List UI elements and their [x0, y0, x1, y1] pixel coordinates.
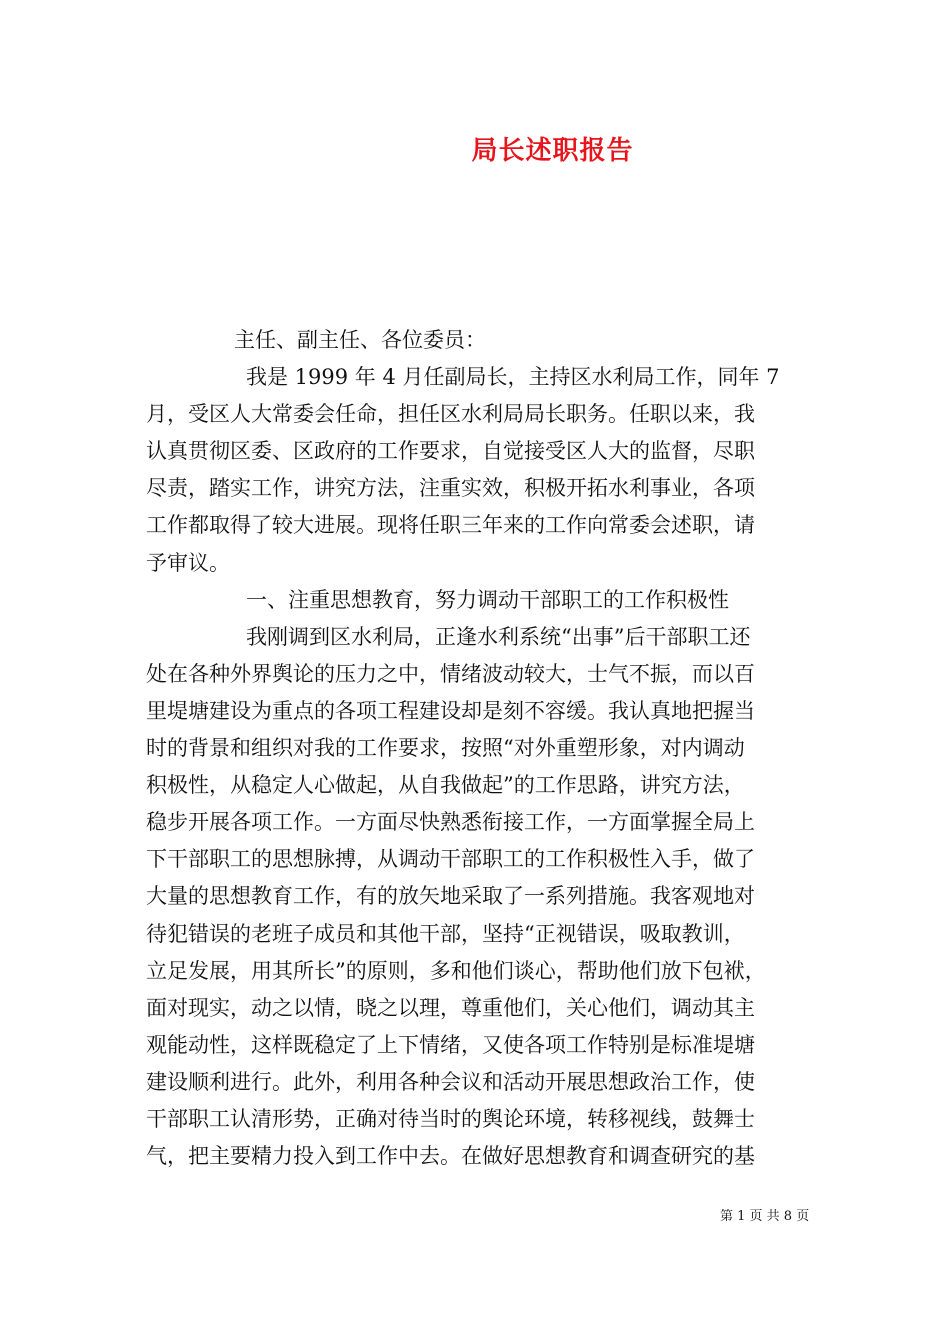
- text-line: 建设顺利进行。此外，利用各种会议和活动开展思想政治工作，使: [146, 1069, 755, 1094]
- text-line: 我是 1999 年 4 月任副局长，主持区水利局工作，同年 7: [246, 365, 780, 390]
- text-line: 下干部职工的思想脉搏，从调动干部职工的工作积极性入手，做了: [146, 847, 755, 872]
- text-line: 时的背景和组织对我的工作要求，按照“对外重塑形象，对内调动: [146, 736, 745, 761]
- text-line: 观能动性，这样既稳定了上下情绪，又使各项工作特别是标准堤塘: [146, 1032, 755, 1057]
- text-line: 稳步开展各项工作。一方面尽快熟悉衔接工作，一方面掌握全局上: [146, 810, 755, 835]
- text-line: 工作都取得了较大进展。现将任职三年来的工作向常委会述职，请: [146, 513, 755, 538]
- text-line: 积极性，从稳定人心做起，从自我做起”的工作思路，讲究方法，: [146, 773, 745, 798]
- document-title: 局长述职报告: [471, 136, 634, 166]
- text-line: 里堤塘建设为重点的各项工程建设却是刻不容缓。我认真地把握当: [146, 698, 755, 723]
- text-line: 待犯错误的老班子成员和其他干部，坚持“正视错误，吸取教训，: [146, 921, 745, 946]
- text-line: 面对现实，动之以情，晓之以理，尊重他们，关心他们，调动其主: [146, 995, 755, 1020]
- text-line: 我刚调到区水利局，正逢水利系统“出事”后干部职工还: [246, 624, 751, 649]
- document-body: [146, 322, 836, 1175]
- text-line: 大量的思想教育工作，有的放矢地采取了一系列措施。我客观地对: [146, 884, 755, 909]
- text-line: 气，把主要精力投入到工作中去。在做好思想教育和调查研究的基: [146, 1144, 755, 1169]
- text-line: 干部职工认清形势，正确对待当时的舆论环境，转移视线，鼓舞士: [146, 1106, 755, 1131]
- text-line: 处在各种外界舆论的压力之中，情绪波动较大，士气不振，而以百: [146, 661, 755, 686]
- text-line: 认真贯彻区委、区政府的工作要求，自觉接受区人大的监督，尽职: [146, 439, 755, 464]
- text-line: 立足发展，用其所长”的原则，多和他们谈心，帮助他们放下包袱，: [146, 958, 766, 983]
- text-line: 月，受区人大常委会任命，担任区水利局局长职务。任职以来，我: [146, 402, 755, 427]
- text-line: 主任、副主任、各位委员：: [234, 328, 486, 352]
- page-footer: 第 1 页 共 8 页: [720, 1209, 810, 1224]
- text-line: 尽责，踏实工作，讲究方法，注重实效，积极开拓水利事业，各项: [146, 476, 755, 501]
- text-line: 一、注重思想教育，努力调动干部职工的工作积极性: [246, 587, 729, 612]
- text-line: 予审议。: [146, 550, 230, 575]
